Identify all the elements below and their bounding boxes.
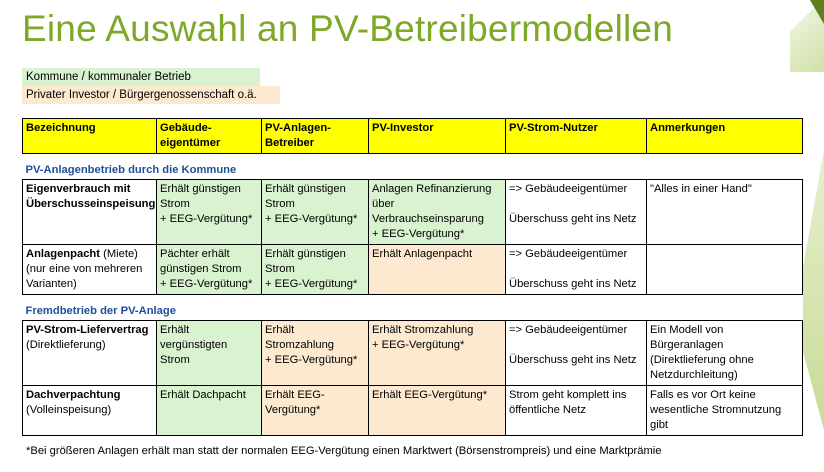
cell-betreiber bbox=[262, 245, 369, 295]
cell-name-bold: Anlagenpacht bbox=[26, 248, 100, 260]
cell-line: Erhält günstigen Strom bbox=[160, 183, 241, 210]
cell-line: + EEG-Vergütung* bbox=[372, 228, 465, 240]
header-stromnutzer: PV-Strom-Nutzer bbox=[506, 119, 647, 154]
cell-nutzer: Strom geht komplett ins öffentliche Netz bbox=[506, 386, 647, 436]
table-row-dachverpachtung bbox=[23, 386, 803, 436]
cell-line: Überschuss geht ins Netz bbox=[509, 278, 637, 290]
cell-line: Erhält günstigen Strom bbox=[265, 248, 346, 275]
header-anmerkungen: Anmerkungen bbox=[647, 119, 803, 154]
cell-line: Erhält Stromzahlung bbox=[265, 324, 335, 351]
table-row-liefervertrag bbox=[23, 321, 803, 386]
cell-line: + EEG-Vergütung* bbox=[265, 213, 358, 225]
cell-anmerkung: "Alles in einer Hand" bbox=[647, 180, 803, 245]
decoration-corner bbox=[810, 0, 824, 24]
cell-name: Eigenverbrauch mit Überschusseinspeisung bbox=[23, 180, 157, 245]
header-row bbox=[23, 119, 803, 154]
slide-title: Eine Auswahl an PV-Betreibermodellen bbox=[22, 8, 673, 49]
legend-kommune: Kommune / kommunaler Betrieb bbox=[22, 68, 260, 86]
section-title-kommune: PV-Anlagenbetrieb durch die Kommune bbox=[23, 154, 803, 180]
cell-name bbox=[23, 245, 157, 295]
cell-line: => Gebäudeeigentümer bbox=[509, 248, 628, 260]
cell-eigentuemer bbox=[157, 245, 262, 295]
cell-name bbox=[23, 386, 157, 436]
cell-line: Erhält günstigen Strom bbox=[265, 183, 346, 210]
legend-privat: Privater Investor / Bürgergenossenschaft o.ä. bbox=[22, 86, 280, 104]
cell-anmerkung: Ein Modell von Bürgeranlagen (Direktlieferung ohne Netzdurchleitung) bbox=[647, 321, 803, 386]
cell-name-rest: (Volleinspeisung) bbox=[26, 404, 112, 416]
header-bezeichnung: Bezeichnung bbox=[23, 119, 157, 154]
section-row-kommune bbox=[23, 154, 803, 180]
cell-line: Erhält Stromzahlung bbox=[372, 324, 474, 336]
cell-name bbox=[23, 321, 157, 386]
cell-line: + EEG-Vergütung* bbox=[372, 339, 465, 351]
cell-betreiber bbox=[262, 180, 369, 245]
cell-investor: Erhält EEG-Vergütung* bbox=[369, 386, 506, 436]
cell-line: => Gebäudeeigentümer bbox=[509, 324, 628, 336]
cell-line: + EEG-Vergütung* bbox=[160, 213, 253, 225]
table-row-anlagenpacht bbox=[23, 245, 803, 295]
cell-line: + EEG-Vergütung* bbox=[160, 278, 253, 290]
cell-eigentuemer: Erhält vergünstigten Strom bbox=[157, 321, 262, 386]
section-title-fremd: Fremdbetrieb der PV-Anlage bbox=[23, 295, 803, 321]
cell-anmerkung bbox=[647, 245, 803, 295]
cell-line: Anlagen Refinanzierung über Verbrauchseinsparung bbox=[372, 183, 492, 225]
footnote: *Bei größeren Anlagen erhält man statt der normalen EEG-Vergütung einen Marktwert (Börsenstrompreis) und eine Marktprämie bbox=[26, 445, 662, 457]
header-gebaeudeeigentuemer: Gebäude-eigentümer bbox=[157, 119, 262, 154]
cell-investor: Erhält Anlagenpacht bbox=[369, 245, 506, 295]
cell-nutzer bbox=[506, 245, 647, 295]
cell-name-bold: PV-Strom-Liefervertrag bbox=[26, 324, 149, 336]
cell-eigentuemer: Erhält Dachpacht bbox=[157, 386, 262, 436]
cell-name-rest: (Miete) (nur eine von mehreren Varianten) bbox=[26, 248, 143, 290]
cell-investor bbox=[369, 180, 506, 245]
cell-nutzer bbox=[506, 180, 647, 245]
cell-name-bold: Dachverpachtung bbox=[26, 389, 121, 401]
cell-line: + EEG-Vergütung* bbox=[265, 278, 358, 290]
section-row-fremd bbox=[23, 295, 803, 321]
cell-investor bbox=[369, 321, 506, 386]
table-row-eigenverbrauch bbox=[23, 180, 803, 245]
header-anlagenbetreiber: PV-Anlagen-Betreiber bbox=[262, 119, 369, 154]
cell-eigentuemer bbox=[157, 180, 262, 245]
cell-line: Pächter erhält günstigen Strom bbox=[160, 248, 242, 275]
operator-models-table bbox=[22, 118, 803, 436]
cell-betreiber bbox=[262, 321, 369, 386]
cell-betreiber: Erhält EEG-Vergütung* bbox=[262, 386, 369, 436]
cell-nutzer bbox=[506, 321, 647, 386]
cell-line: Überschuss geht ins Netz bbox=[509, 213, 637, 225]
cell-name-rest: (Direktlieferung) bbox=[26, 339, 106, 351]
header-investor: PV-Investor bbox=[369, 119, 506, 154]
cell-line: + EEG-Vergütung* bbox=[265, 354, 358, 366]
cell-line: Überschuss geht ins Netz bbox=[509, 354, 637, 366]
cell-anmerkung: Falls es vor Ort keine wesentliche Stromnutzung gibt bbox=[647, 386, 803, 436]
cell-line: => Gebäudeeigentümer bbox=[509, 183, 628, 195]
legend bbox=[22, 68, 280, 104]
